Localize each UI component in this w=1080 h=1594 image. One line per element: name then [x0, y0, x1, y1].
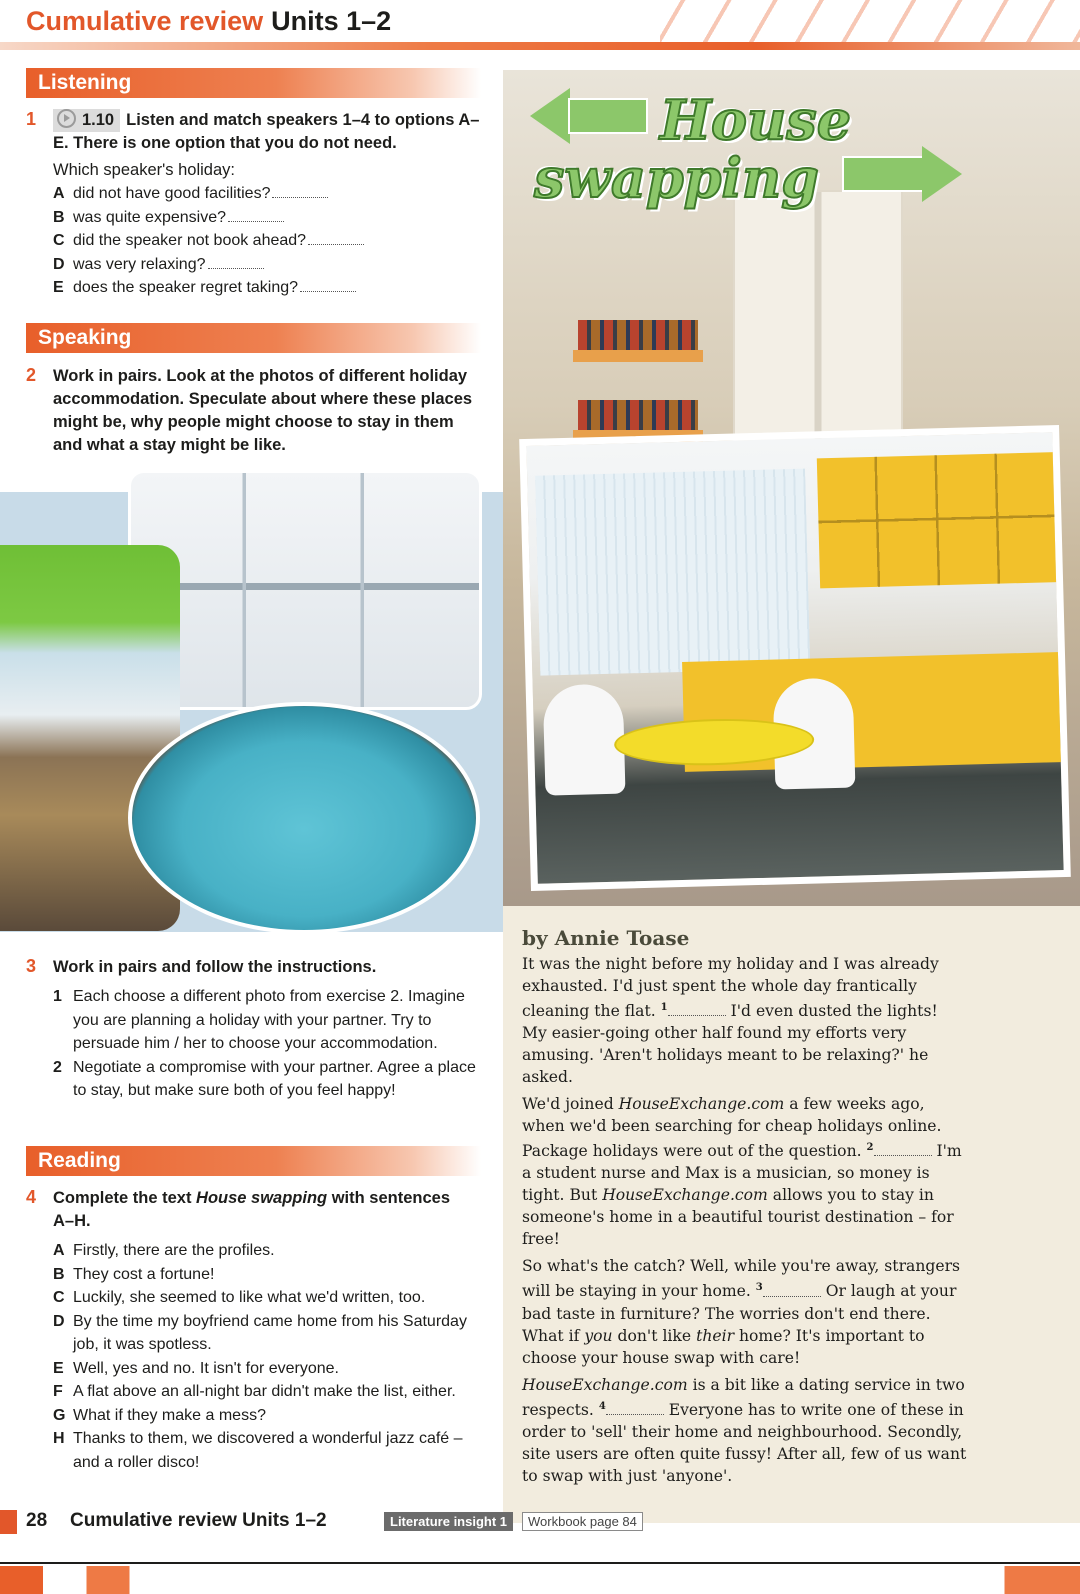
- list-item: [53, 1239, 488, 1263]
- list-item: [53, 253, 486, 277]
- option-text: They cost a fortune!: [73, 1265, 215, 1283]
- item-number: 2: [53, 1058, 62, 1076]
- list-item: [53, 1380, 488, 1404]
- gap-number: 2: [866, 1142, 874, 1154]
- instruction-text: with sentences A–H.: [53, 1189, 451, 1230]
- list-item: [53, 1427, 488, 1474]
- page-title-accent: Cumulative review: [26, 6, 264, 36]
- list-item: [53, 1286, 488, 1310]
- list-item: [53, 182, 486, 206]
- paragraph-text: don't like: [612, 1326, 697, 1345]
- option-text: By the time my boyfriend came home from his Saturday job, it was spotless.: [73, 1312, 467, 1353]
- gap-number: 4: [598, 1400, 606, 1412]
- option-text: did not have good facilities?: [73, 185, 271, 202]
- page-title: [26, 6, 391, 37]
- option-text: Thanks to them, we discovered a wonderful jazz café – and a roller disco!: [73, 1430, 463, 1471]
- option-text: Firstly, there are the profiles.: [73, 1242, 275, 1259]
- capsule-hotel-photo: [128, 470, 482, 710]
- gap-number: 1: [660, 1002, 668, 1013]
- article-byline: by Annie Toase: [522, 926, 690, 950]
- exercise-3: [26, 956, 486, 1103]
- article-paragraph: [522, 1255, 967, 1368]
- article-paragraph: [522, 1374, 967, 1487]
- list-item: [53, 985, 473, 1056]
- article-paragraph: [522, 1093, 967, 1250]
- shelf: [573, 350, 703, 362]
- list-item: [53, 1404, 488, 1428]
- exercise-number: 2: [26, 365, 37, 385]
- list-item: [53, 1357, 488, 1381]
- spice-jars: [578, 400, 698, 430]
- paragraph-text: is a bit like a dating service in two respects.: [522, 1375, 965, 1419]
- listening-options: [53, 182, 486, 300]
- option-text: What if they make a mess?: [73, 1406, 266, 1424]
- exercise-2: [26, 365, 486, 457]
- option-letter: G: [53, 1406, 66, 1424]
- exercise-number: 3: [26, 956, 37, 976]
- page-number: 28: [26, 1510, 48, 1531]
- white-chair: [543, 684, 626, 796]
- gap-number: 3: [755, 1282, 763, 1294]
- exercise-number: 4: [26, 1187, 37, 1207]
- option-letter: C: [53, 232, 65, 249]
- exercise-number: 1: [26, 109, 37, 129]
- list-item: [53, 276, 486, 300]
- answer-blank[interactable]: [272, 197, 328, 198]
- audio-cd-icon[interactable]: [57, 109, 76, 128]
- article-title-line-2: swapping: [534, 146, 819, 210]
- site-name: HouseExchange.com: [602, 1186, 768, 1205]
- paragraph-text: Everyone has to write one of these in order to 'sell' their home and neighbourhood. Secondly, site users are often quite fussy! After all, few of us want to swap with just 'anyone'.: [522, 1400, 967, 1485]
- option-letter: B: [53, 208, 65, 226]
- paragraph-text: allows you to stay in someone's home in a beautiful tourist destination – for free!: [522, 1186, 954, 1249]
- listening-heading: Listening: [26, 68, 481, 98]
- site-name: HouseExchange.com: [618, 1095, 785, 1114]
- emphasis: their: [696, 1326, 735, 1345]
- site-name: HouseExchange.com: [522, 1375, 688, 1394]
- exercise-3-instruction: Work in pairs and follow the instructions.: [53, 958, 377, 976]
- answer-blank[interactable]: [228, 221, 284, 222]
- reading-heading: Reading: [26, 1146, 481, 1176]
- divider: [0, 1562, 1080, 1564]
- list-item: [53, 229, 486, 253]
- paragraph-text: a few weeks ago, when we'd been searching for cheap holidays online. Package holidays were out of the question.: [522, 1095, 942, 1161]
- item-number: 1: [53, 988, 62, 1005]
- list-item: [53, 206, 486, 230]
- option-letter: E: [53, 1359, 64, 1377]
- option-letter: E: [53, 279, 64, 296]
- article-body: [522, 927, 967, 1492]
- option-letter: H: [53, 1430, 65, 1447]
- emphasis: you: [584, 1326, 613, 1345]
- arrow-left-icon: [530, 88, 650, 142]
- answer-blank[interactable]: [874, 1155, 932, 1156]
- page-header: [0, 0, 1080, 48]
- exercise-4-instruction: [53, 1187, 473, 1233]
- speaking-heading: Speaking: [26, 323, 481, 353]
- answer-blank[interactable]: [308, 244, 364, 245]
- paragraph-text: Or laugh at your bad taste in furniture? The worries don't end there. What if: [522, 1282, 957, 1345]
- list-item: [53, 1263, 488, 1287]
- audio-track-number: 1.10: [82, 111, 115, 129]
- page-footer: [0, 1510, 1080, 1540]
- option-letter: C: [53, 1289, 65, 1306]
- paragraph-text: So what's the catch? Well, while you're away, strangers will be staying in your home.: [522, 1257, 961, 1301]
- header-band: [0, 42, 1080, 50]
- option-text: does the speaker regret taking?: [73, 279, 299, 296]
- paragraph-text: I'd even dusted the lights! My easier-going other half found my efforts very amusing. 'Aren't holidays meant to be relaxing?' he asked.: [522, 1002, 938, 1087]
- paragraph-text: We'd joined: [522, 1095, 619, 1114]
- exercise-4: [26, 1187, 486, 1474]
- window: [535, 469, 810, 676]
- header-decoration: [660, 0, 1080, 48]
- option-letter: D: [53, 255, 65, 273]
- footer-title: Cumulative review Units 1–2: [70, 1510, 327, 1531]
- item-text: Each choose a different photo from exercise 2. Imagine you are planning a holiday with your partner. Try to persuade him / her to choose your accommodation.: [73, 988, 465, 1052]
- page-marker: [0, 1510, 17, 1534]
- answer-blank[interactable]: [208, 268, 264, 269]
- audio-track[interactable]: [53, 109, 120, 132]
- yellow-cabinets: [817, 452, 1060, 588]
- list-item: [53, 1056, 493, 1103]
- exercise-1-instruction: [53, 109, 486, 155]
- option-text: Well, yes and no. It isn't for everyone.: [73, 1359, 339, 1377]
- option-letter: F: [53, 1383, 63, 1400]
- exercise-1-text: Listen and match speakers 1–4 to options A–E. There is one option that you do not need.: [53, 111, 480, 152]
- workbook-reference: Workbook page 84: [522, 1512, 643, 1531]
- option-letter: A: [53, 1242, 65, 1259]
- option-letter: A: [53, 185, 65, 202]
- article-title-line-1: House: [660, 88, 852, 152]
- paragraph-text: It was the night before my holiday and I was already exhausted. I'd just spent the whole day frantically cleaning the flat.: [522, 955, 939, 1021]
- option-letter: B: [53, 1265, 65, 1283]
- arrow-right-icon: [842, 146, 964, 200]
- yellow-kitchen-photo: [519, 425, 1071, 891]
- option-text: A flat above an all-night bar didn't make the list, either.: [73, 1383, 456, 1400]
- exercise-2-instruction: Work in pairs. Look at the photos of different holiday accommodation. Speculate about where these places might be, why people might choose to stay in them and what a stay might be like.: [53, 367, 473, 454]
- reading-options: [53, 1239, 488, 1474]
- paragraph-text: I'm a student nurse and Max is a musician, so money is tight. But: [522, 1142, 962, 1205]
- answer-blank[interactable]: [606, 1414, 664, 1415]
- page-title-units: Units 1–2: [271, 6, 392, 36]
- pool-hotel-photo: [128, 702, 480, 934]
- footer-decoration: [0, 1566, 1080, 1594]
- exercise-1: [26, 109, 486, 300]
- exercise-1-lead: Which speaker's holiday:: [53, 161, 235, 179]
- paragraph-text: home? It's important to choose your house swap with care!: [522, 1326, 925, 1367]
- option-text: was quite expensive?: [73, 208, 226, 226]
- spice-jars: [578, 320, 698, 350]
- answer-blank[interactable]: [300, 291, 356, 292]
- answer-blank[interactable]: [763, 1296, 821, 1297]
- option-letter: D: [53, 1312, 65, 1330]
- instruction-text: Complete the text: [53, 1189, 197, 1207]
- exercise-3-items: [26, 985, 486, 1103]
- item-text: Negotiate a compromise with your partner. Agree a place to stay, but make sure both of you feel happy!: [73, 1058, 476, 1099]
- option-text: Luckily, she seemed to like what we'd written, too.: [73, 1289, 426, 1306]
- instruction-title: House swapping: [196, 1189, 328, 1207]
- option-text: did the speaker not book ahead?: [73, 232, 307, 249]
- answer-blank[interactable]: [668, 1015, 726, 1016]
- literature-insight-tag: Literature insight 1: [384, 1512, 513, 1531]
- option-text: was very relaxing?: [73, 255, 206, 273]
- list-item: [53, 1310, 488, 1357]
- article-paragraph: [522, 953, 967, 1088]
